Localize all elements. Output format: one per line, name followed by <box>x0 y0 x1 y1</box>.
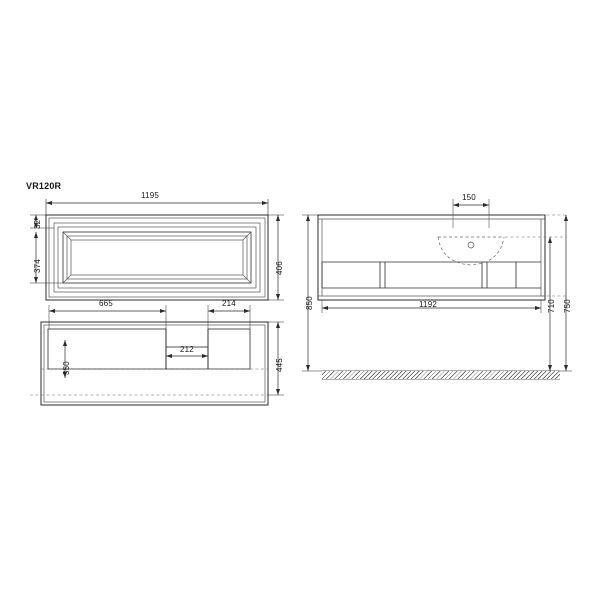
dimension-150: 150 <box>462 193 476 202</box>
dimension-1192: 1192 <box>419 300 438 309</box>
floor-hatch <box>322 371 560 379</box>
dimension-1195: 1195 <box>141 191 160 200</box>
page-title: VR120R <box>26 181 62 191</box>
dimension-445: 445 <box>275 358 284 372</box>
dimension-212: 212 <box>180 345 194 354</box>
dimension-214: 214 <box>222 299 236 308</box>
dimension-406: 406 <box>275 261 284 275</box>
dimension-665: 665 <box>99 299 113 308</box>
dimension-32: 32 <box>33 219 42 229</box>
dimension-374: 374 <box>33 259 42 273</box>
dimension-850: 850 <box>305 296 314 310</box>
dimension-750: 750 <box>563 299 572 313</box>
dimension-350: 350 <box>62 361 71 375</box>
dimension-710: 710 <box>547 299 556 313</box>
